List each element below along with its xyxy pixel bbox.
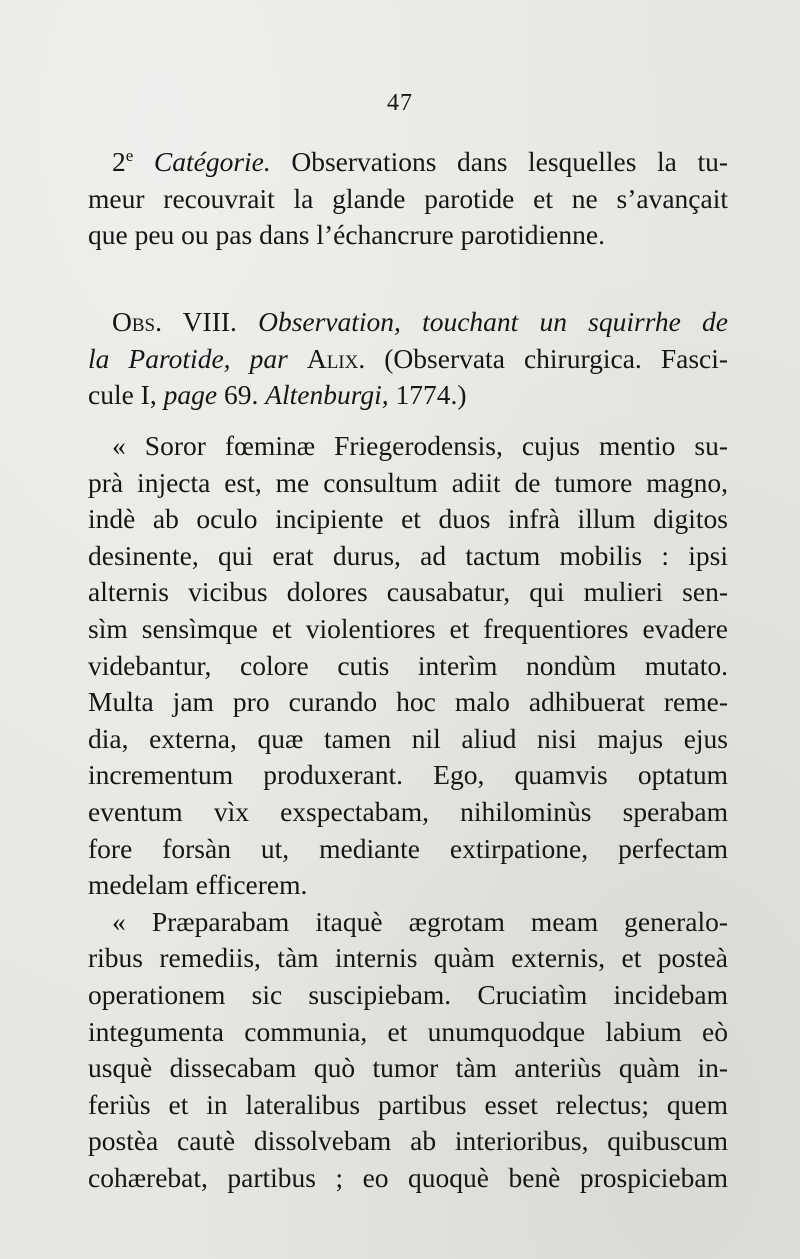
- heading-line-1: [88, 144, 728, 181]
- body-line: ribus remediis, tàm internis quàm externis, et posteà: [88, 942, 728, 974]
- body-line: videbantur, colore cutis interìm nondùm mutato.: [88, 649, 728, 681]
- category-number: 2e: [112, 145, 134, 177]
- body-line: postèa cautè dissolvebam ab interioribus, quibuscum: [88, 1125, 728, 1157]
- heading-line-3: que peu ou pas dans l’échancrure parotidienne.: [88, 219, 605, 251]
- body-line: dia, externa, quæ tamen nil aliud nisi majus ejus: [88, 722, 728, 754]
- body-line: « Soror fœminæ Friegerodensis, cujus mentio su-: [112, 430, 728, 461]
- heading-line-2: meur recouvrait la glande parotide et ne s’avançait: [88, 182, 728, 214]
- body-line: eventum vìx exspectabam, nihilominùs sperabam: [88, 795, 728, 827]
- body-line: feriùs et in lateralibus partibus esset relectus; quem: [88, 1088, 728, 1120]
- body-line: incrementum produxerant. Ego, quamvis optatum: [88, 759, 728, 791]
- observation-title: [88, 304, 728, 414]
- body-line: alternis vicibus dolores causabatur, qui mulieri sen-: [88, 576, 728, 608]
- observation-line-2: la Parotide, par Alix. (Observata chirurgica. Fasci-: [88, 342, 729, 374]
- observation-reference: (Observata chirurgica. Fasci-: [384, 342, 729, 374]
- body-line: sìm sensìmque et violentiores et frequentiores evadere: [88, 612, 728, 644]
- body-line: « Præparabam itaquè ægrotam meam generalo-: [112, 905, 728, 937]
- body-line: fore forsàn ut, mediante extirpatione, perfectam: [88, 832, 728, 864]
- page-number: 47: [387, 90, 413, 116]
- body-line: operationem sic suscipiebam. Cruciatìm incidebam: [88, 978, 728, 1010]
- body-line: Multa jam pro curando hoc malo adhibuerat reme-: [88, 686, 728, 718]
- observation-label: Obs.: [112, 306, 162, 337]
- observation-author: Alix.: [306, 342, 366, 374]
- category-heading: [88, 144, 728, 254]
- observation-body: [88, 428, 728, 1196]
- body-line: prà injecta est, me consultum adiit de tumore magno,: [88, 466, 728, 498]
- body-line: cohærebat, partibus ; eo quoquè benè prospiciebam: [88, 1161, 728, 1193]
- category-description-start: Observations dans lesquelles la tu-: [291, 146, 728, 177]
- category-title: Catégorie.: [153, 146, 271, 177]
- body-line: medelam efficerem.: [88, 869, 308, 901]
- body-line: integumenta communia, et unumquodque labium eò: [88, 1015, 728, 1047]
- body-line: indè ab oculo incipiente et duos infrà illum digitos: [88, 503, 728, 535]
- observation-line-3: cule I, page 69. Altenburgi, 1774.): [88, 379, 467, 411]
- observation-line-1: [88, 304, 728, 341]
- body-line: usquè dissecabam quò tumor tàm anteriùs quàm in-: [88, 1052, 728, 1084]
- observation-title-text: Observation, touchant un squirrhe de: [258, 306, 729, 337]
- body-line: desinente, qui erat durus, ad tactum mobilis : ipsi: [88, 539, 728, 571]
- observation-number: VIII.: [182, 306, 237, 337]
